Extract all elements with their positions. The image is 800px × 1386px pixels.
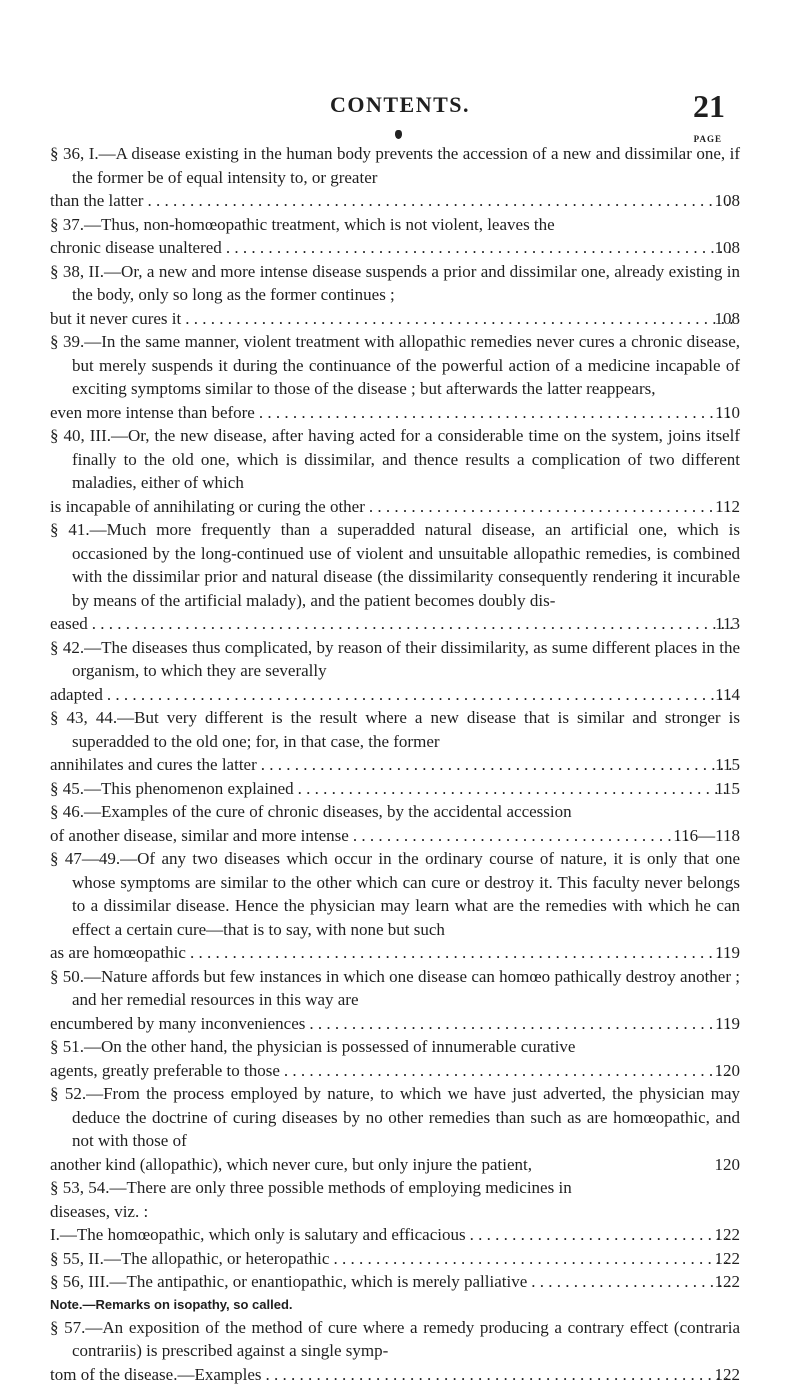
page-ref: 115 <box>737 753 740 777</box>
page-ref: 119 <box>737 1012 740 1036</box>
leader-dots <box>107 683 733 707</box>
leader-dots <box>185 307 732 331</box>
toc-entry-37: § 37.—Thus, non-homœopathic treatment, which is not violent, leaves the chronic disease unaltered . . . 108 <box>50 213 740 260</box>
toc-entry-47-49: § 47—49.—Of any two diseases which occur in the ordinary course of nature, it is only that one whose symptoms are similar to the other which can cure or destroy it. This faculty never belongs to a dissimilar disease. Hence the physician may learn what are the remedies with which he can effect a certain cure—that is to say, with none but such as are homœopathic . . . 119 <box>50 847 740 965</box>
toc-entry-46: § 46.—Examples of the cure of chronic diseases, by the accidental accession of another disease, similar and more intense . . . 116—118 <box>50 800 740 847</box>
toc-entry-39: § 39.—In the same manner, violent treatment with allopathic remedies never cures a chronic disease, but merely suspends it during the continuance of the powerful action of a medicine incapable of exciting symptoms similar to those of the disease ; but afterwards the latter reappears, even more intense than before . . . 110 <box>50 330 740 424</box>
toc-entry-40: § 40, III.—Or, the new disease, after having acted for a considerable time on the system, joins itself finally to the old one, which is dissimilar, and thence results a complication of two different maladies, either of which is incapable of annihilating or curing the other . . . 112 <box>50 424 740 518</box>
page-number: 21 <box>693 88 725 125</box>
leader-dots <box>261 753 733 777</box>
leader-dots <box>470 1223 733 1247</box>
toc-entry-57: § 57.—An exposition of the method of cure where a remedy producing a contrary effect (contraria contrariis) is prescribed against a single symp- tom of the disease.—Examples . . . 122 <box>50 1316 740 1386</box>
page-ref: 120 <box>737 1153 741 1177</box>
page-column-label: PAGE <box>694 134 722 144</box>
page-ref: 122 <box>737 1223 741 1247</box>
leader-dots <box>190 941 733 965</box>
toc-entry-45: § 45.—This phenomenon explained . . . 115 <box>50 777 740 801</box>
note-isopathy: Note.—Remarks on isopathy, so called. <box>50 1294 740 1316</box>
leader-dots <box>266 1363 733 1386</box>
table-of-contents <box>50 142 740 1386</box>
leader-dots <box>353 824 691 848</box>
page-ref: 112 <box>737 495 740 519</box>
leader-dots <box>298 777 734 801</box>
leader-dots <box>531 1270 732 1294</box>
leader-dots <box>333 1247 732 1271</box>
page-ref: 110 <box>737 401 740 425</box>
page-ref: 108 <box>737 189 741 213</box>
toc-entry-56: § 56, III.—The antipathic, or enantiopathic, which is merely palliative . . . 122 <box>50 1270 740 1294</box>
page-ref: 122 <box>737 1270 741 1294</box>
page-ref: 108 <box>737 307 741 331</box>
leader-dots <box>259 401 733 425</box>
toc-entry-52: § 52.—From the process employed by nature, to which we have just adverted, the physician may deduce the doctrine of curing diseases by no other remedies than such as are homœopathic, and not with those of another kind (allopathic), which never cure, but only injure the patient, 120 <box>50 1082 740 1176</box>
leader-dots <box>92 612 733 636</box>
toc-entry-42: § 42.—The diseases thus complicated, by reason of their dissimilarity, as sume different places in the organism, to which they are severally adapted . . . 114 <box>50 636 740 707</box>
page-ref: 116—118 <box>695 824 740 848</box>
leader-dots <box>369 495 733 519</box>
running-title: CONTENTS. <box>0 92 800 118</box>
page-ref: 114 <box>737 683 740 707</box>
leader-dots <box>284 1059 733 1083</box>
page-ref: 115 <box>737 777 740 801</box>
toc-entry-homoeopathic: I.—The homœopathic, which only is salutary and efficacious . . . 122 <box>50 1223 740 1247</box>
toc-entry-36: § 36, I.—A disease existing in the human body prevents the accession of a new and dissimilar one, if the former be of equal intensity to, or greater than the latter . . . 108 <box>50 142 740 213</box>
page-ref: 113 <box>737 612 740 636</box>
toc-entry-50: § 50.—Nature affords but few instances in which one disease can homœo pathically destroy another ; and her remedial resources in this way are encumbered by many inconveniences . . . 119 <box>50 965 740 1036</box>
ink-dot <box>395 130 402 139</box>
page-ref: 108 <box>737 236 741 260</box>
toc-entry-43-44: § 43, 44.—But very different is the result where a new disease that is similar and stronger is superadded to the old one; for, in that case, the former annihilates and cures the latter . . . 115 <box>50 706 740 777</box>
leader-dots <box>147 189 732 213</box>
page-ref: 120 <box>737 1059 741 1083</box>
page-ref: 122 <box>737 1363 741 1386</box>
toc-entry-38: § 38, II.—Or, a new and more intense disease suspends a prior and dissimilar one, already existing in the body, only so long as the former continues ; but it never cures it . . . 108 <box>50 260 740 331</box>
toc-entry-53-54: § 53, 54.—There are only three possible methods of employing medicines in diseases, viz. : <box>50 1176 740 1223</box>
toc-entry-55: § 55, II.—The allopathic, or heteropathic . . . 122 <box>50 1247 740 1271</box>
page-header <box>0 88 800 128</box>
page-ref: 119 <box>737 941 740 965</box>
leader-dots <box>309 1012 733 1036</box>
leader-dots <box>226 236 733 260</box>
page-ref: 122 <box>737 1247 741 1271</box>
toc-entry-41: § 41.—Much more frequently than a superadded natural disease, an artificial one, which is occasioned by the long-continued use of violent and unsuitable allopathic remedies, is combined with the dissimilar prior and natural disease (the dissimilarity consequently rendering it incurable by means of the artificial malady), and the patient becomes doubly dis- eased . . . 113 <box>50 518 740 636</box>
toc-entry-51: § 51.—On the other hand, the physician is possessed of innumerable curative agents, greatly preferable to those . . . 120 <box>50 1035 740 1082</box>
